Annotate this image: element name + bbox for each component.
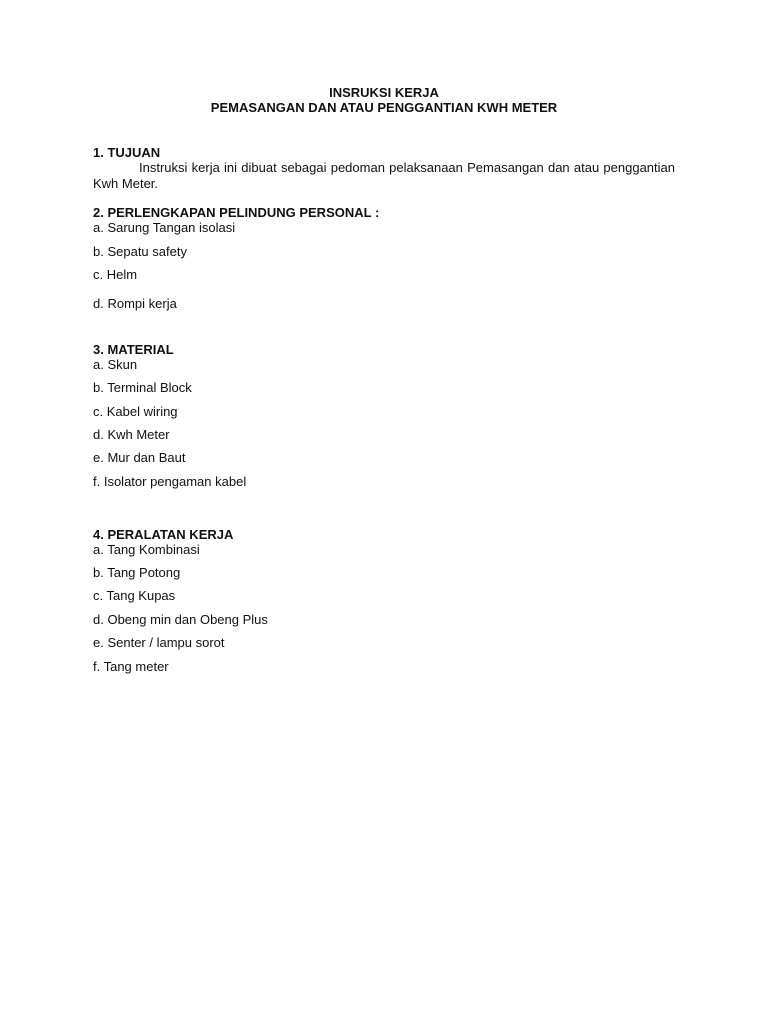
document-subtitle: PEMASANGAN DAN ATAU PENGGANTIAN KWH METER	[210, 100, 558, 115]
list-item: a. Tang Kombinasi	[93, 542, 200, 557]
section-heading-material: 3. MATERIAL	[93, 342, 174, 357]
section-heading-peralatan: 4. PERALATAN KERJA	[93, 527, 234, 542]
list-item: c. Tang Kupas	[93, 588, 176, 603]
list-item: d. Kwh Meter	[93, 427, 170, 442]
list-item: b. Tang Potong	[93, 565, 181, 580]
list-item: c. Kabel wiring	[93, 404, 178, 419]
section-paragraph-tujuan: Instruksi kerja ini dibuat sebagai pedoman pelaksanaan Pemasangan dan atau penggantian Kwh Meter.	[93, 160, 675, 191]
list-item: f. Tang meter	[93, 659, 169, 674]
list-item: f. Isolator pengaman kabel	[93, 474, 247, 489]
list-item: d. Rompi kerja	[93, 296, 177, 311]
list-item: a. Skun	[93, 357, 138, 372]
list-item: a. Sarung Tangan isolasi	[93, 220, 236, 235]
list-item: e. Mur dan Baut	[93, 450, 186, 465]
list-item: c. Helm	[93, 267, 138, 282]
list-item: b. Sepatu safety	[93, 244, 187, 259]
list-item: b. Terminal Block	[93, 380, 192, 395]
list-item: e. Senter / lampu sorot	[93, 635, 225, 650]
list-item: d. Obeng min dan Obeng Plus	[93, 612, 268, 627]
document-title: INSRUKSI KERJA	[329, 85, 439, 100]
section-heading-perlengkapan: 2. PERLENGKAPAN PELINDUNG PERSONAL :	[93, 205, 380, 220]
section-heading-tujuan: 1. TUJUAN	[93, 145, 161, 160]
